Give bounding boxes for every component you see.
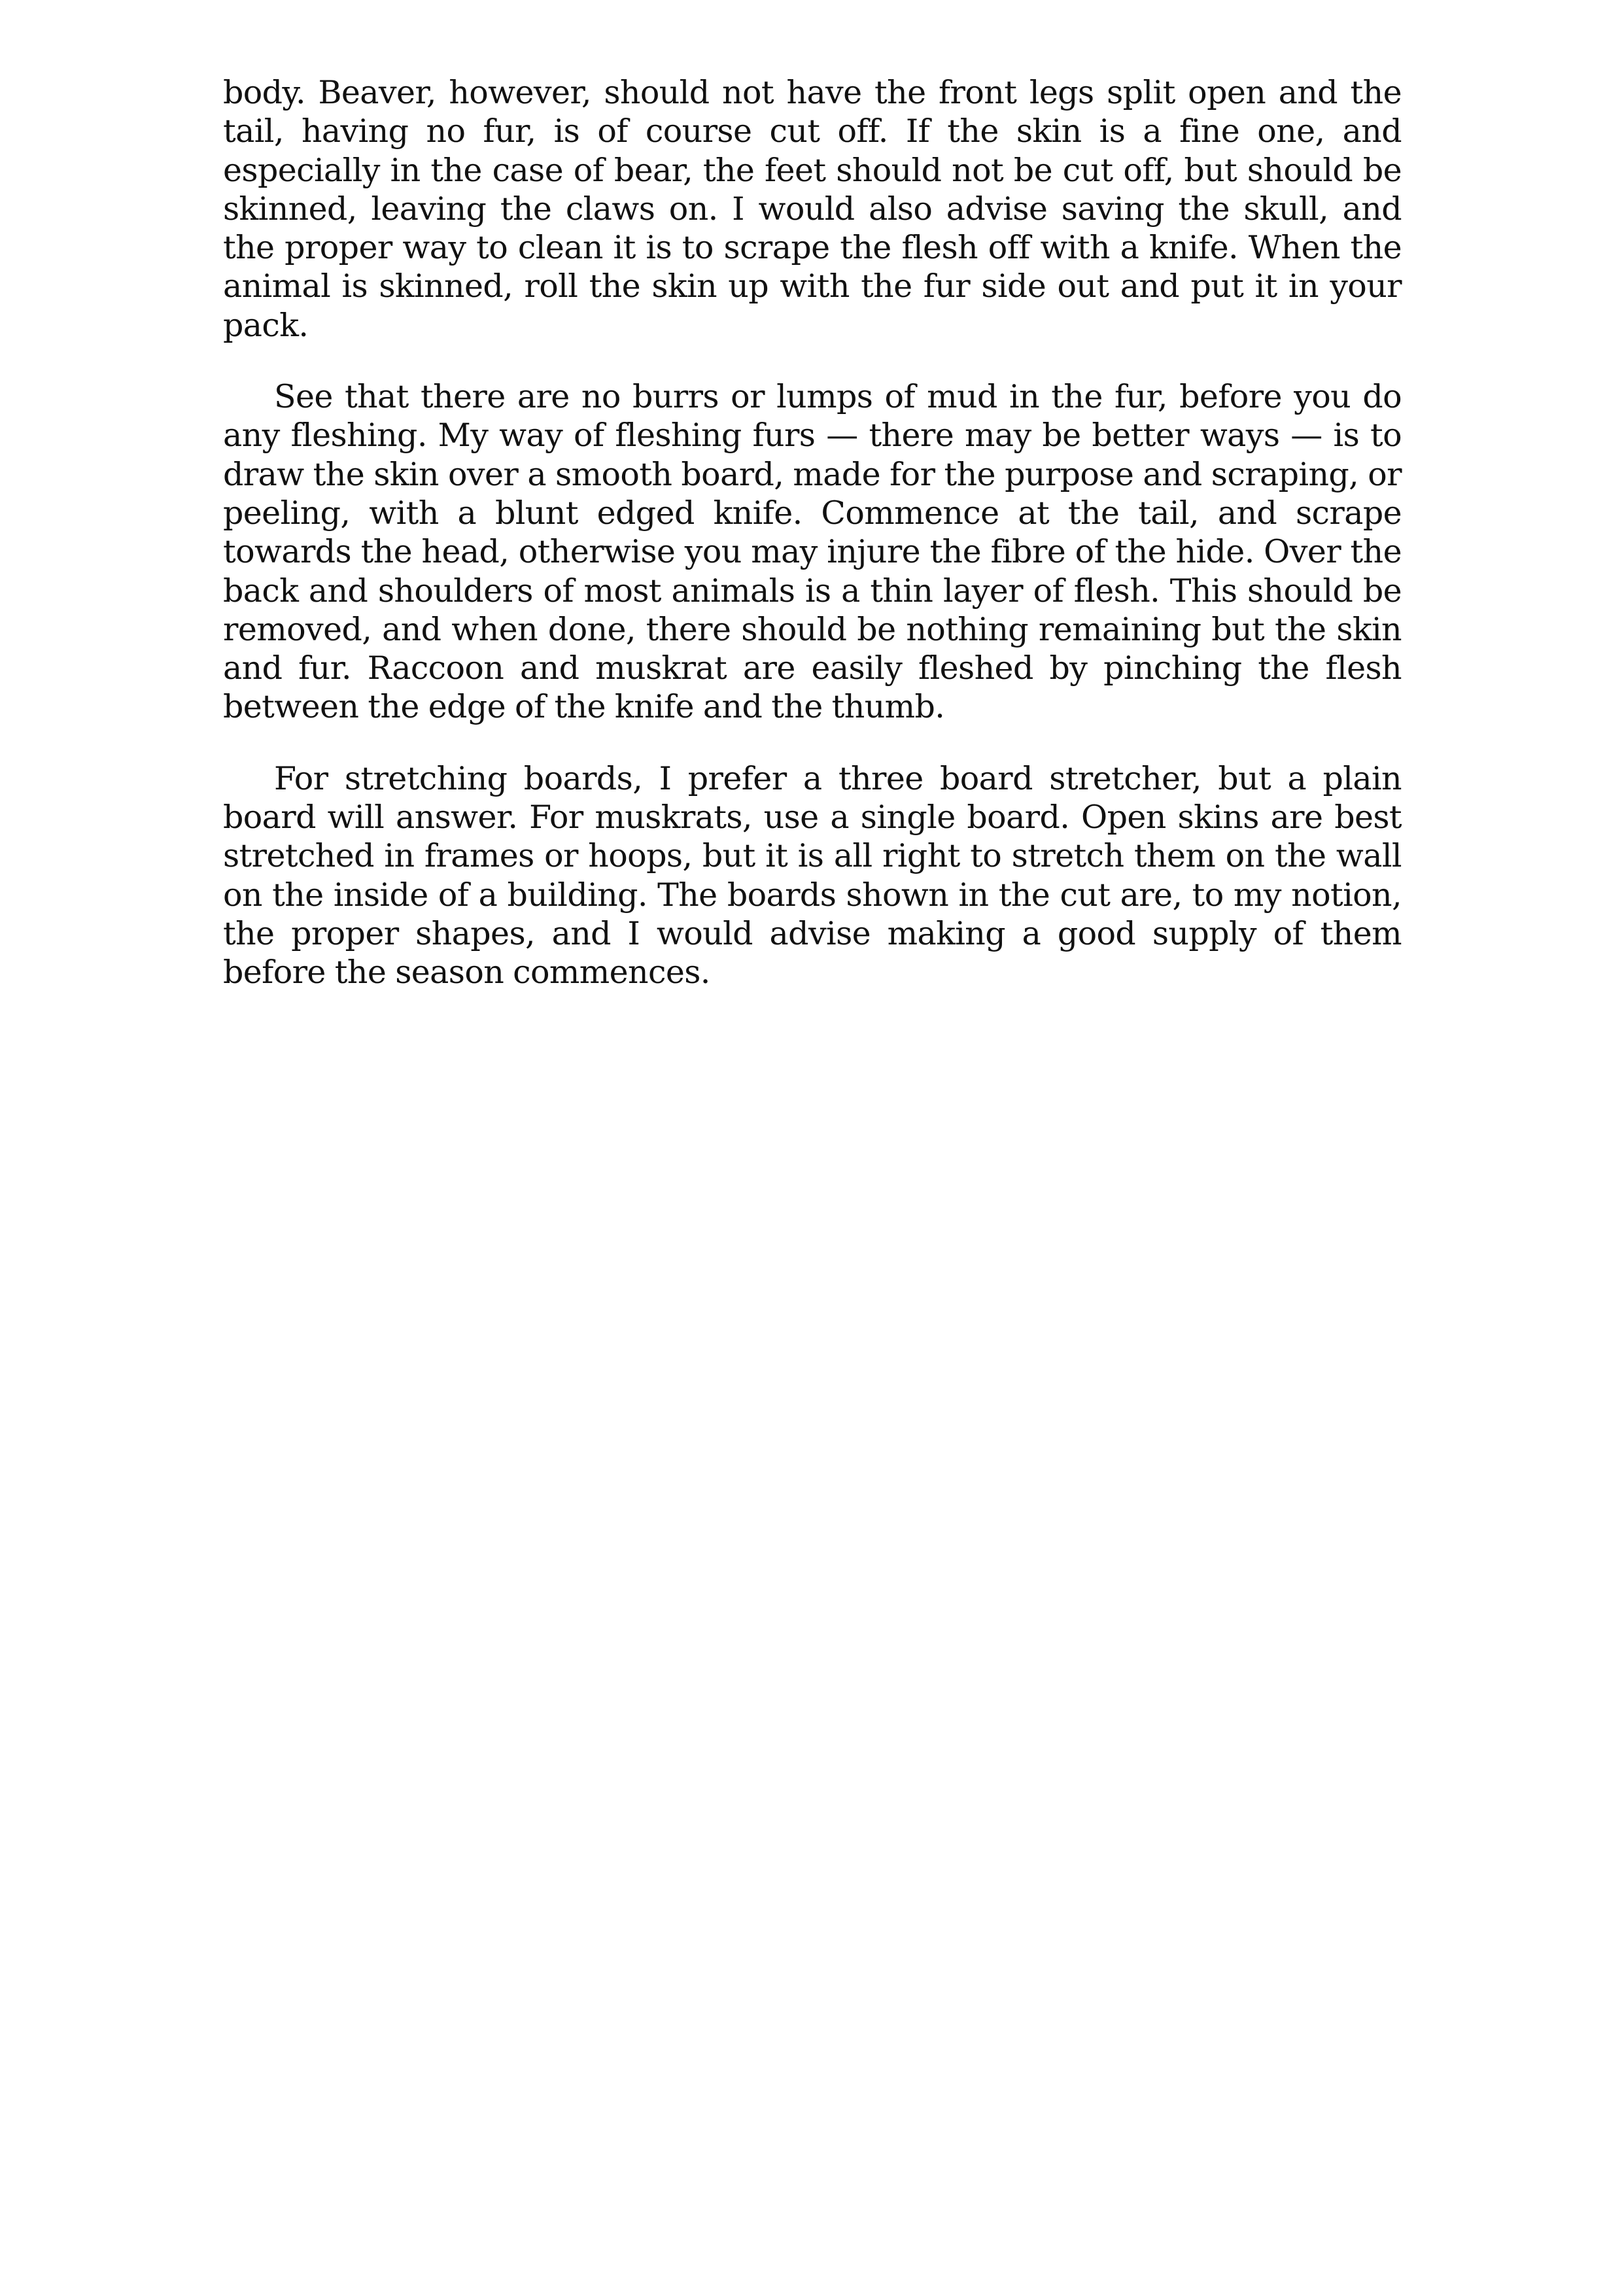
paragraph-fleshing: See that there are no burrs or lumps of mud in the fur, before you do any fleshing. My way of fleshing furs — there may be better ways — is to draw the skin over a smooth board, made for the purpose and scraping, or peeling, with a blunt edged knife. Commence at the tail, and scrape towards the head, otherwise you may injure the fibre of the hide. Over the back and shoulders of most animals is a thin layer of flesh. This should be removed, and when done, there should be nothing remaining but the skin and fur. Raccoon and muskrat are easily fleshed by pinching the flesh between the edge of the knife and the thumb.: [223, 378, 1402, 726]
paragraph-stretching: For stretching boards, I prefer a three board stretcher, but a plain board will answer. For muskrats, use a single board. Open skins are best stretched in frames or hoops, but it is all right to stretch them on the wall on the inside of a building. The boards shown in the cut are, to my notion, the proper shapes, and I would advise making a good supply of them before the season commences.: [223, 759, 1402, 992]
paragraph-skinning: body. Beaver, however, should not have the front legs split open and the tail, having no fur, is of course cut off. If the skin is a fine one, and especially in the case of bear, the feet should not be cut off, but should be skinned, leaving the claws on. I would also advise saving the skull, and the proper way to clean it is to scrape the flesh off with a knife. When the animal is skinned, roll the skin up with the fur side out and put it in your pack.: [223, 74, 1402, 344]
body-text: [223, 73, 1402, 1025]
